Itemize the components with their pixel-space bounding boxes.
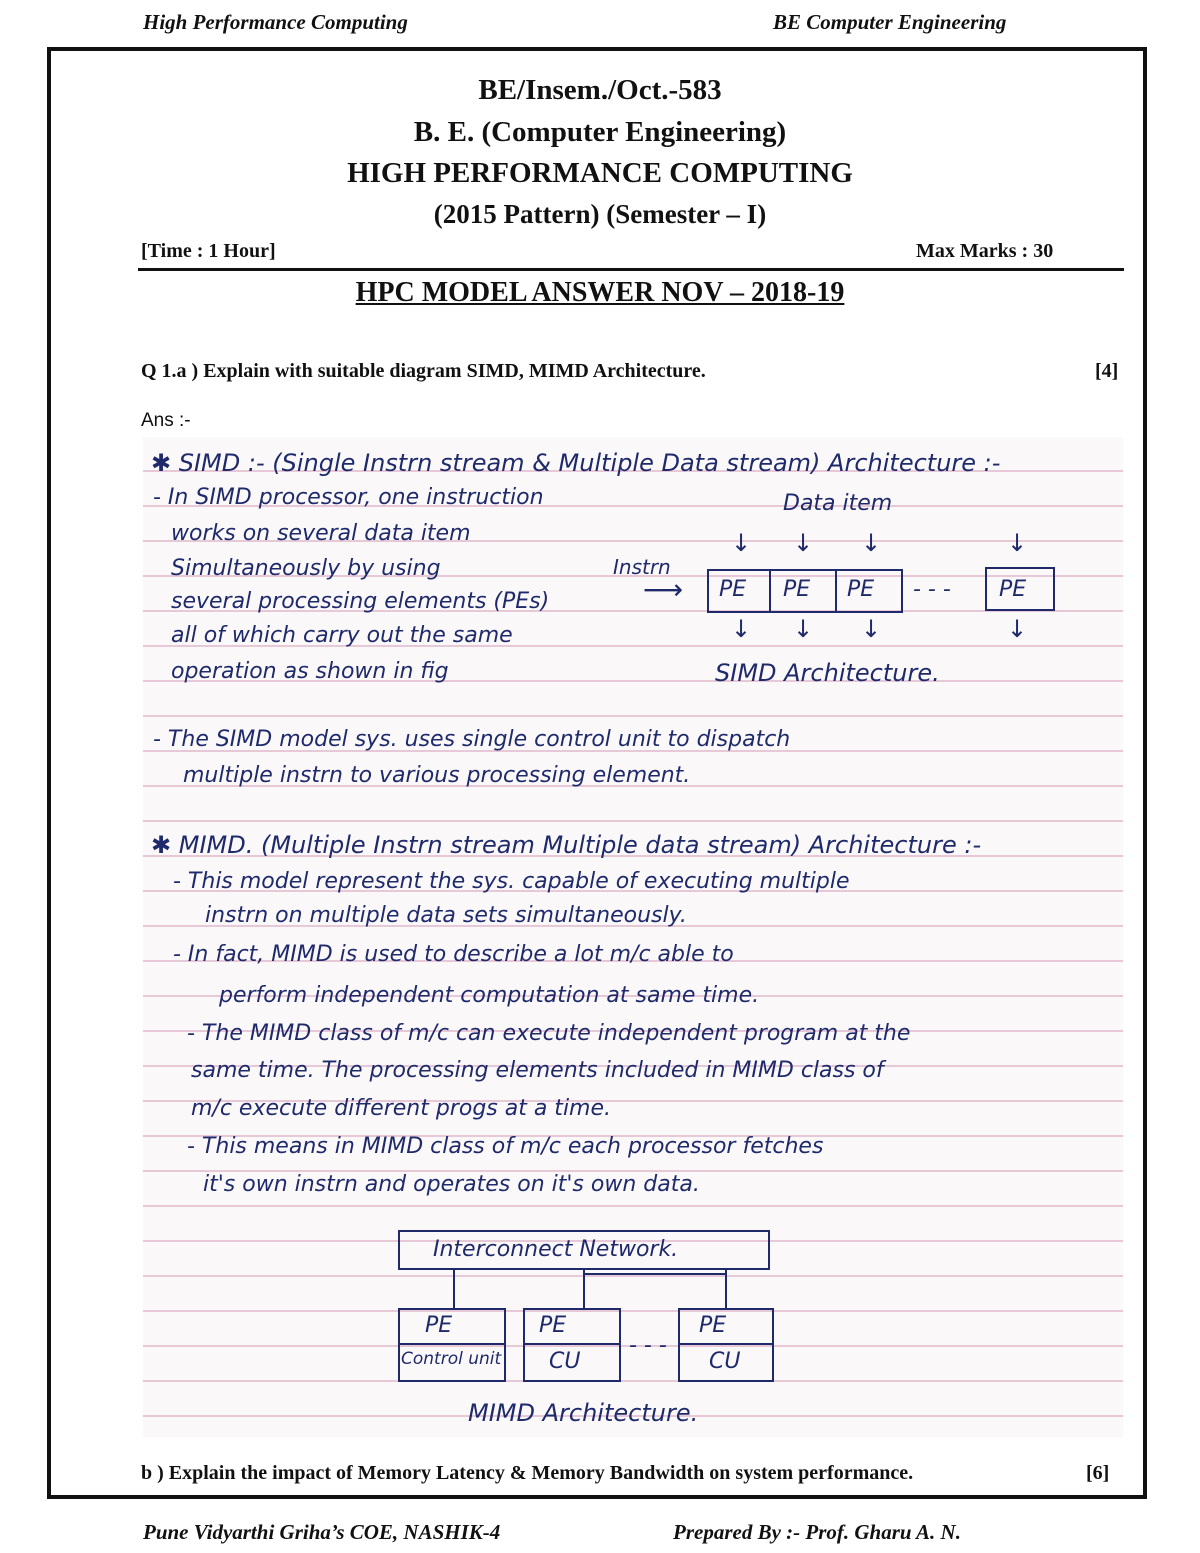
question-1a: Q 1.a ) Explain with suitable diagram SIMD, MIMD Architecture. [141,360,706,382]
mimd-line: it's own instrn and operates on it's own data. [203,1172,700,1197]
node-divider [678,1343,774,1345]
simd-note-line: - The SIMD model sys. uses single control unit to dispatch [153,727,791,752]
page-title [0,277,1200,309]
pattern-semester: (2015 Pattern) (Semester – I) [433,199,767,229]
simd-data-label: Data item [783,491,893,516]
simd-caption: SIMD Architecture. [715,659,940,687]
exam-code: BE/Insem./Oct.-583 [478,74,722,106]
footer-author: Prepared By :- Prof. Gharu A. N. [673,1520,961,1544]
question-1a-marks: [4] [1095,360,1119,382]
simd-line: - In SIMD processor, one instruction [153,485,544,510]
simd-note-line: multiple instrn to various processing element. [183,763,691,788]
mimd-line: m/c execute different progs at a time. [191,1096,612,1121]
data-out-arrow: ↓ [793,615,814,643]
mimd-network-label: Interconnect Network. [433,1237,679,1262]
simd-pe: PE [783,577,811,602]
header-branch: BE Computer Engineering [773,10,1007,34]
mimd-heading: ✱ MIMD. (Multiple Instrn stream Multiple data stream) Architecture :- [151,831,982,859]
answer-label: Ans :- [141,410,191,431]
mimd-line: - This means in MIMD class of m/c each processor fetches [187,1134,824,1159]
data-in-arrow: ↓ [861,529,882,557]
mimd-line: - In fact, MIMD is used to describe a lot m/c able to [173,942,734,967]
header-subject: High Performance Computing [143,10,408,34]
page-title-text: HPC MODEL ANSWER NOV – 2018-19 [355,277,845,308]
max-marks: Max Marks : 30 [916,240,1054,262]
connector-line [725,1270,727,1308]
data-in-arrow: ↓ [1007,529,1028,557]
simd-line: several processing elements (PEs) [171,589,550,614]
simd-instr-label: Instrn [613,555,671,579]
node-divider [523,1343,621,1345]
instr-arrow: ⟶ [643,573,684,606]
node-divider [398,1343,506,1345]
footer-college: Pune Vidyarthi Griha’s COE, NASHIK-4 [143,1520,501,1544]
data-out-arrow: ↓ [1007,615,1028,643]
pe-divider [769,569,771,613]
simd-line: works on several data item [171,521,471,546]
connector-line [583,1270,585,1308]
question-1b: b ) Explain the impact of Memory Latency & Memory Bandwidth on system performance. [141,1462,914,1484]
simd-pe: PE [999,577,1027,602]
simd-pe: PE [847,577,875,602]
course-name: B. E. (Computer Engineering) [413,116,787,148]
mimd-caption: MIMD Architecture. [468,1399,699,1427]
mimd-line: same time. The processing elements included in MIMD class of [191,1058,884,1083]
mimd-cu: Control unit [401,1349,502,1369]
mimd-dots: - - - [629,1333,667,1358]
data-out-arrow: ↓ [861,615,882,643]
simd-heading: ✱ SIMD :- (Single Instrn stream & Multiple Data stream) Architecture :- [151,449,1001,477]
connector-line [453,1270,455,1308]
mimd-pe: PE [425,1313,453,1338]
mimd-line: - The MIMD class of m/c can execute independent program at the [187,1021,911,1046]
subject-name: HIGH PERFORMANCE COMPUTING [347,157,853,189]
data-in-arrow: ↓ [731,529,752,557]
connector-line [583,1273,725,1275]
question-1b-marks: [6] [1086,1462,1110,1484]
mimd-cu: CU [709,1349,741,1374]
exam-time: [Time : 1 Hour] [141,240,276,262]
pe-divider [835,569,837,613]
simd-line: all of which carry out the same [171,623,513,648]
mimd-line: instrn on multiple data sets simultaneously. [205,903,687,928]
mimd-pe: PE [699,1313,727,1338]
simd-pe: PE [719,577,747,602]
mimd-cu: CU [549,1349,581,1374]
mimd-pe: PE [539,1313,567,1338]
header-rule [138,268,1124,271]
simd-line: operation as shown in fig [171,659,449,684]
data-in-arrow: ↓ [793,529,814,557]
mimd-line: perform independent computation at same time. [219,983,760,1008]
simd-dots: - - - [913,577,951,602]
handwritten-notes [143,437,1123,1437]
mimd-line: - This model represent the sys. capable of executing multiple [173,869,850,894]
simd-line: Simultaneously by using [171,556,441,581]
data-out-arrow: ↓ [731,615,752,643]
